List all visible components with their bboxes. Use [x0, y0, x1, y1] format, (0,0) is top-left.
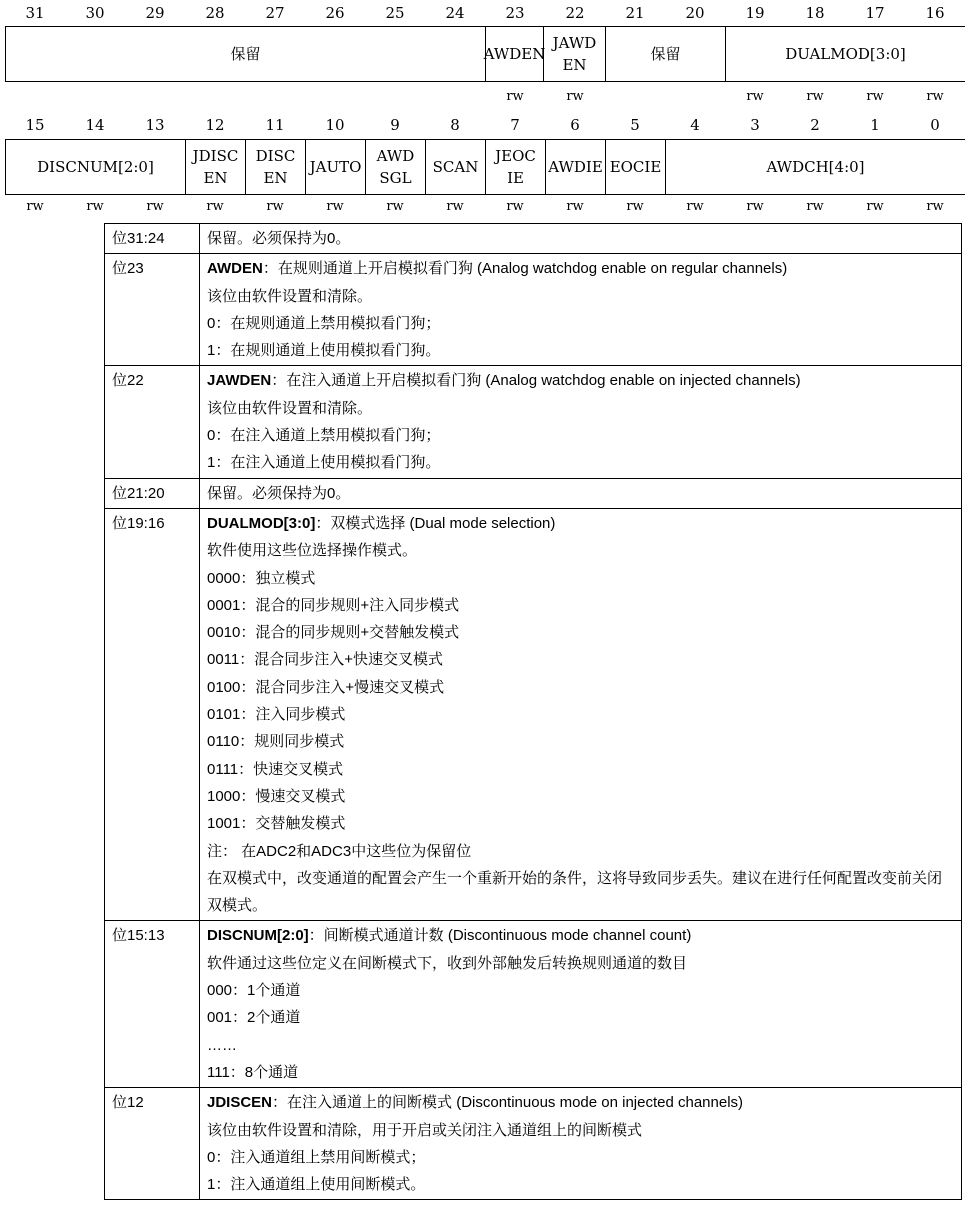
access-type: rw — [446, 199, 464, 214]
description-line: 0001：混合的同步规则+注入同步模式 — [207, 596, 460, 614]
bit-number: 1 — [870, 116, 880, 134]
register-field: SCAN — [425, 139, 486, 195]
description-row — [105, 508, 962, 920]
description-line: 该位由软件设置和清除，用于开启或关闭注入通道组上的间断模式 — [207, 1121, 643, 1139]
bit-number: 10 — [325, 116, 345, 134]
bit-description: DISCNUM[2:0]：间断模式通道计数 (Discontinuous mode channel count) 软件通过这些位定义在间断模式下，收到外部触发后转换规则通道的数目 000：1个通道 001：2个通道 …… 111：8个通道 — [200, 921, 962, 1088]
bit-number: 4 — [690, 116, 700, 134]
description-line: 0：在规则通道上禁用模拟看门狗； — [207, 314, 441, 332]
description-line: 1：在规则通道上使用模拟看门狗。 — [207, 342, 441, 360]
bit-number: 9 — [390, 116, 400, 134]
bit-description: JAWDEN：在注入通道上开启模拟看门狗 (Analog watchdog enable on injected channels) 该位由软件设置和清除。 0：在注入通道上禁用模拟看门狗； 1：在注入通道上使用模拟看门狗。 — [200, 366, 962, 478]
field-name: AWDEN — [207, 260, 263, 278]
access-type: rw — [686, 199, 704, 214]
register-field: JAWD EN — [543, 26, 606, 82]
access-type: rw — [266, 199, 284, 214]
access-type: rw — [746, 199, 764, 214]
bit-number: 2 — [810, 116, 820, 134]
bit-description: 保留。必须保持为0。 — [200, 478, 962, 508]
bit-number: 15 — [25, 116, 45, 134]
register-field: AWDEN — [485, 26, 544, 82]
bit-number: 29 — [145, 4, 165, 22]
bit-number: 21 — [625, 4, 645, 22]
access-type: rw — [566, 199, 584, 214]
register-field: AWD SGL — [365, 139, 426, 195]
access-type: rw — [866, 199, 884, 214]
access-type: rw — [926, 89, 944, 104]
bit-description: JDISCEN：在注入通道上的间断模式 (Discontinuous mode on injected channels) 该位由软件设置和清除，用于开启或关闭注入通道组上的间断模式 0：注入通道组上禁用间断模式； 1：注入通道组上使用间断模式。 — [200, 1088, 962, 1200]
access-type: rw — [506, 199, 524, 214]
bit-number: 6 — [570, 116, 580, 134]
bit-number: 23 — [505, 4, 525, 22]
bit-range: 位15:13 — [105, 921, 200, 1088]
bit-range: 位12 — [105, 1088, 200, 1200]
bit-number: 22 — [565, 4, 585, 22]
lower-access-row — [5, 199, 965, 221]
access-type: rw — [806, 199, 824, 214]
bit-number: 0 — [930, 116, 940, 134]
register-field: DUALMOD[3:0] — [725, 26, 965, 82]
description-line: 0100：混合同步注入+慢速交叉模式 — [207, 678, 445, 696]
bit-number: 26 — [325, 4, 345, 22]
description-line: 软件通过这些位定义在间断模式下，收到外部触发后转换规则通道的数目 — [207, 954, 688, 972]
bit-description: AWDEN：在规则通道上开启模拟看门狗 (Analog watchdog enable on regular channels) 该位由软件设置和清除。 0：在规则通道上禁用模拟看门狗； 1：在规则通道上使用模拟看门狗。 — [200, 254, 962, 366]
field-name: JDISCEN — [207, 1094, 273, 1112]
description-line: 0101：注入同步模式 — [207, 706, 346, 724]
description-line: 在双模式中，改变通道的配置会产生一个重新开始的条件，这将导致同步丢失。建议在进行任何配置改变前关闭双模式。 — [207, 869, 943, 915]
description-line: 111：8个通道 — [207, 1063, 299, 1081]
bit-number: 28 — [205, 4, 225, 22]
bit-number: 7 — [510, 116, 520, 134]
register-field: 保留 — [5, 26, 486, 82]
register-field: JDISC EN — [185, 139, 246, 195]
bit-number: 24 — [445, 4, 465, 22]
bit-range: 位19:16 — [105, 508, 200, 920]
bit-range: 位21:20 — [105, 478, 200, 508]
bit-number: 20 — [685, 4, 705, 22]
bit-description-table — [104, 223, 962, 1200]
access-type: rw — [326, 199, 344, 214]
description-line: 0000：独立模式 — [207, 569, 316, 587]
field-name: DISCNUM[2:0] — [207, 927, 309, 945]
bit-number: 25 — [385, 4, 405, 22]
access-type: rw — [566, 89, 584, 104]
bit-number: 3 — [750, 116, 760, 134]
access-type: rw — [206, 199, 224, 214]
bit-number: 27 — [265, 4, 285, 22]
register-field: JEOC IE — [485, 139, 546, 195]
description-line: …… — [207, 1036, 237, 1054]
description-line: 该位由软件设置和清除。 — [207, 399, 373, 417]
bit-range: 位31:24 — [105, 224, 200, 254]
register-field: 保留 — [605, 26, 726, 82]
upper-access-row — [5, 89, 965, 111]
description-row — [105, 224, 962, 254]
lower-bit-numbers — [5, 113, 965, 137]
description-line: 注： 在ADC2和ADC3中这些位为保留位 — [207, 842, 472, 860]
description-line: 0110：规则同步模式 — [207, 733, 345, 751]
bit-number: 30 — [85, 4, 105, 22]
description-line: 1000：慢速交叉模式 — [207, 787, 346, 805]
register-field: AWDCH[4:0] — [665, 139, 965, 195]
description-line: 该位由软件设置和清除。 — [207, 287, 373, 305]
bit-number: 19 — [745, 4, 765, 22]
description-line: 0011：混合同步注入+快速交叉模式 — [207, 651, 444, 669]
description-line: 001：2个通道 — [207, 1009, 301, 1027]
bit-number: 5 — [630, 116, 640, 134]
description-line: 0010：混合的同步规则+交替触发模式 — [207, 624, 460, 642]
description-row — [105, 921, 962, 1088]
register-field: AWDIE — [545, 139, 606, 195]
bit-number: 8 — [450, 116, 460, 134]
bit-number: 14 — [85, 116, 105, 134]
bit-description: DUALMOD[3:0]：双模式选择 (Dual mode selection) 软件使用这些位选择操作模式。 0000：独立模式 0001：混合的同步规则+注入同步模式 0010：混合的同步规则+交替触发模式 0011：混合同步注入+快速交叉模式 0100：混合同步注入+慢速交叉模式 0101：注入同步模式 0110：规则同步模式 0111：快速交叉模式 1000：慢速交叉模式 1001：交替触发模式 注： 在ADC2和ADC3中这些位为保留位 在双模式中，改变通道的配置会产生一个重新开始的条件，这将导致同步丢失。建议在进行任何配置改变前关闭双模式。 — [200, 508, 962, 920]
description-row — [105, 366, 962, 478]
description-row — [105, 254, 962, 366]
access-type: rw — [746, 89, 764, 104]
bit-number: 12 — [205, 116, 225, 134]
description-line: 1001：交替触发模式 — [207, 815, 346, 833]
bit-range: 位22 — [105, 366, 200, 478]
bit-number: 16 — [925, 4, 945, 22]
field-name: DUALMOD[3:0] — [207, 514, 316, 532]
bit-number: 13 — [145, 116, 165, 134]
field-name: JAWDEN — [207, 372, 272, 390]
access-type: rw — [626, 199, 644, 214]
bit-number: 17 — [865, 4, 885, 22]
description-line: 1：在注入通道上使用模拟看门狗。 — [207, 454, 441, 472]
access-type: rw — [506, 89, 524, 104]
bit-number: 31 — [25, 4, 45, 22]
bit-number: 11 — [265, 116, 285, 134]
description-line: 000：1个通道 — [207, 982, 301, 1000]
description-line: 0：注入通道组上禁用间断模式； — [207, 1148, 426, 1166]
access-type: rw — [26, 199, 44, 214]
register-field: EOCIE — [605, 139, 666, 195]
access-type: rw — [86, 199, 104, 214]
register-field: JAUTO — [305, 139, 366, 195]
register-field: DISCNUM[2:0] — [5, 139, 186, 195]
upper-bit-numbers — [5, 1, 965, 25]
access-type: rw — [866, 89, 884, 104]
bit-range: 位23 — [105, 254, 200, 366]
bit-description: 保留。必须保持为0。 — [200, 224, 962, 254]
description-row — [105, 1088, 962, 1200]
access-type: rw — [146, 199, 164, 214]
lower-register-row — [5, 139, 965, 195]
description-line: 软件使用这些位选择操作模式。 — [207, 542, 418, 560]
description-row — [105, 478, 962, 508]
description-line: 0：在注入通道上禁用模拟看门狗； — [207, 427, 441, 445]
bit-number: 18 — [805, 4, 825, 22]
access-type: rw — [806, 89, 824, 104]
upper-register-row — [5, 26, 965, 82]
access-type: rw — [386, 199, 404, 214]
register-field: DISC EN — [245, 139, 306, 195]
description-line: 1：注入通道组上使用间断模式。 — [207, 1176, 426, 1194]
access-type: rw — [926, 199, 944, 214]
description-line: 0111：快速交叉模式 — [207, 760, 344, 778]
